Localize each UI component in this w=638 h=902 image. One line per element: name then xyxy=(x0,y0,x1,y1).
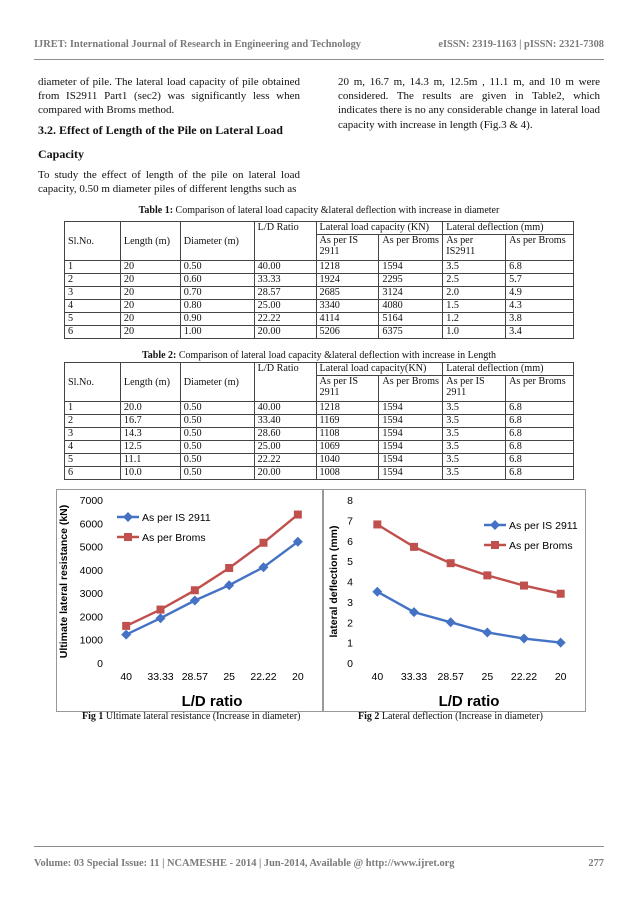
table-cell: 1169 xyxy=(316,415,379,428)
page-footer xyxy=(34,858,604,869)
table-row xyxy=(65,415,574,428)
table-cell: 40.00 xyxy=(254,261,316,274)
chart-2-lateral-deflection xyxy=(324,490,585,711)
table-cell: 2 xyxy=(65,274,121,287)
footer-rule xyxy=(34,846,604,847)
table-cell: 6.8 xyxy=(506,428,574,441)
table-cell: 40.00 xyxy=(254,402,316,415)
table-cell: 0.50 xyxy=(180,454,254,467)
x-tick-label: 25 xyxy=(223,671,236,683)
col-header-defl-broms: As per Broms xyxy=(506,235,574,261)
legend-marker xyxy=(123,512,133,522)
figure-1-caption: Fig 1 Ultimate lateral resistance (Increase in diameter) xyxy=(82,711,301,722)
data-point xyxy=(519,634,529,644)
table-cell: 1594 xyxy=(379,415,443,428)
legend-label: As per Broms xyxy=(509,540,573,552)
left-paragraph-1: diameter of pile. The lateral load capacity of pile obtained from IS2911 Part1 (sec2) was significantly less when compared with Broms method. xyxy=(38,76,300,117)
table-cell: 0.50 xyxy=(180,428,254,441)
table-row xyxy=(65,402,574,415)
table-cell: 2685 xyxy=(316,287,379,300)
table-cell: 4.3 xyxy=(506,300,574,313)
page-number: 277 xyxy=(588,858,604,869)
table-cell: 20 xyxy=(120,300,180,313)
table-cell: 3 xyxy=(65,428,121,441)
table-cell: 2.5 xyxy=(443,274,506,287)
table-cell: 6.8 xyxy=(506,261,574,274)
y-tick-label: 2000 xyxy=(79,611,103,624)
table-row xyxy=(65,326,574,339)
data-point xyxy=(520,582,528,590)
table-cell: 25.00 xyxy=(254,441,316,454)
col-header-ld: L/D Ratio xyxy=(254,222,316,261)
table-cell: 4 xyxy=(65,300,121,313)
table-row xyxy=(65,274,574,287)
journal-name: IJRET: International Journal of Research in Engineering and Technology xyxy=(34,39,361,50)
table-cell: 3.5 xyxy=(443,415,506,428)
y-tick-label: 4000 xyxy=(79,564,103,577)
data-point xyxy=(372,587,382,597)
table-cell: 4.9 xyxy=(506,287,574,300)
table-cell: 1924 xyxy=(316,274,379,287)
x-tick-label: 40 xyxy=(371,671,384,683)
right-column xyxy=(338,75,600,132)
y-tick-label: 8 xyxy=(347,495,353,507)
table-cell: 3124 xyxy=(379,287,443,300)
table-cell: 5206 xyxy=(316,326,379,339)
col-header-deflection-group: Lateral deflection (mm) xyxy=(443,363,574,376)
table-cell: 3.5 xyxy=(443,428,506,441)
y-tick-label: 7 xyxy=(347,515,353,528)
col-header-defl-is: As per IS 2911 xyxy=(443,376,506,402)
table-cell: 1.2 xyxy=(443,313,506,326)
table-cell: 2 xyxy=(65,415,121,428)
table-cell: 0.90 xyxy=(180,313,254,326)
table-cell: 10.0 xyxy=(120,467,180,480)
table-cell: 1069 xyxy=(316,441,379,454)
table-cell: 3 xyxy=(65,287,121,300)
data-point xyxy=(260,539,268,547)
table-row xyxy=(65,300,574,313)
table-cell: 0.50 xyxy=(180,415,254,428)
table-cell: 20.0 xyxy=(120,402,180,415)
table-cell: 0.50 xyxy=(180,441,254,454)
table-cell: 12.5 xyxy=(120,441,180,454)
data-point xyxy=(447,559,455,567)
data-point xyxy=(156,613,166,623)
table-cell: 1594 xyxy=(379,454,443,467)
table-cell: 6.8 xyxy=(506,454,574,467)
x-tick-label: 33.33 xyxy=(400,671,428,683)
col-header-defl-broms: As per Broms xyxy=(506,376,574,402)
table-cell: 3.5 xyxy=(443,402,506,415)
table2 xyxy=(64,362,574,480)
table-cell: 1 xyxy=(65,402,121,415)
table-cell: 6 xyxy=(65,467,121,480)
series-line-1 xyxy=(377,592,560,643)
table-cell: 4114 xyxy=(316,313,379,326)
table-cell: 11.1 xyxy=(120,454,180,467)
x-tick-label: 33.33 xyxy=(147,671,174,683)
y-axis-label: lateral deflection (mm) xyxy=(328,525,340,638)
table-cell: 3.5 xyxy=(443,454,506,467)
table-cell: 0.50 xyxy=(180,261,254,274)
table-cell: 3.5 xyxy=(443,467,506,480)
chart-2-frame xyxy=(323,489,586,712)
table-cell: 0.50 xyxy=(180,402,254,415)
x-tick-label: 22.22 xyxy=(510,671,538,683)
table-cell: 1040 xyxy=(316,454,379,467)
journal-header xyxy=(34,39,604,50)
table-cell: 20.00 xyxy=(254,467,316,480)
table-cell: 4 xyxy=(65,441,121,454)
legend-marker xyxy=(124,533,132,541)
col-header-defl-is: As per IS2911 xyxy=(443,235,506,261)
col-header-diameter: Diameter (m) xyxy=(180,363,254,402)
table-cell: 3.4 xyxy=(506,326,574,339)
x-axis-label: L/D ratio xyxy=(181,693,243,710)
table-cell: 6.8 xyxy=(506,467,574,480)
y-tick-label: 3000 xyxy=(79,588,103,601)
series-line-1 xyxy=(126,542,298,635)
data-point xyxy=(483,571,491,579)
table-cell: 1594 xyxy=(379,402,443,415)
table-cell: 33.40 xyxy=(254,415,316,428)
data-point xyxy=(121,630,131,640)
legend-label: As per IS 2911 xyxy=(509,520,578,532)
data-point xyxy=(410,543,418,551)
data-point xyxy=(373,520,381,528)
table-cell: 6.8 xyxy=(506,402,574,415)
table-cell: 0.70 xyxy=(180,287,254,300)
y-tick-label: 0 xyxy=(97,658,103,670)
legend-marker xyxy=(491,541,499,549)
data-point xyxy=(157,606,165,614)
data-point xyxy=(409,607,419,617)
data-point xyxy=(224,580,234,590)
table-cell: 28.57 xyxy=(254,287,316,300)
table1 xyxy=(64,221,574,339)
data-point xyxy=(190,595,200,605)
y-tick-label: 2 xyxy=(347,617,353,630)
table-row xyxy=(65,467,574,480)
table-cell: 20 xyxy=(120,287,180,300)
y-tick-label: 6000 xyxy=(79,518,103,531)
chart-1-ultimate-lateral-resistance xyxy=(57,490,322,711)
issn-info: eISSN: 2319-1163 | pISSN: 2321-7308 xyxy=(438,39,604,50)
table-cell: 6 xyxy=(65,326,121,339)
table-cell: 1.5 xyxy=(443,300,506,313)
table-cell: 5.7 xyxy=(506,274,574,287)
data-point xyxy=(557,590,565,598)
data-point xyxy=(446,617,456,627)
table-cell: 20 xyxy=(120,274,180,287)
y-tick-label: 0 xyxy=(347,658,353,670)
data-point xyxy=(191,586,199,594)
col-header-diameter: Diameter (m) xyxy=(180,222,254,261)
table-row xyxy=(65,261,574,274)
right-paragraph-1: 20 m, 16.7 m, 14.3 m, 12.5m , 11.1 m, and 10 m were considered. The results are given in Table2, which indicates there is no any considerable change in lateral load capacity with increase in length (Fig.3 & 4). xyxy=(338,76,600,131)
col-header-load-is: As per IS 2911 xyxy=(316,376,379,402)
data-point xyxy=(294,511,302,519)
table-cell: 16.7 xyxy=(120,415,180,428)
data-point xyxy=(482,627,492,637)
table-cell: 2295 xyxy=(379,274,443,287)
chart-1-frame xyxy=(56,489,323,712)
table-cell: 1594 xyxy=(379,467,443,480)
header-rule xyxy=(34,59,604,60)
table-cell: 5 xyxy=(65,313,121,326)
series-line-2 xyxy=(377,525,560,594)
table-cell: 1594 xyxy=(379,261,443,274)
table-cell: 20 xyxy=(120,326,180,339)
table2-caption: Table 2: Comparison of lateral load capacity &lateral deflection with increase in Length xyxy=(142,350,496,361)
figure-2-caption: Fig 2 Lateral deflection (Increase in diameter) xyxy=(358,711,543,722)
legend-label: As per Broms xyxy=(142,532,206,544)
table-cell: 1008 xyxy=(316,467,379,480)
x-tick-label: 20 xyxy=(291,671,304,683)
table1-caption: Table 1: Comparison of lateral load capacity &lateral deflection with increase in diameter xyxy=(138,205,500,216)
table-cell: 3340 xyxy=(316,300,379,313)
table-cell: 1108 xyxy=(316,428,379,441)
table-cell: 2.0 xyxy=(443,287,506,300)
y-tick-label: 5 xyxy=(347,556,353,569)
table-row xyxy=(65,441,574,454)
table-cell: 1218 xyxy=(316,402,379,415)
data-point xyxy=(556,638,566,648)
x-tick-label: 28.57 xyxy=(437,671,464,683)
section-heading: 3.2. Effect of Length of the Pile on Lateral Load Capacity xyxy=(38,122,283,161)
footer-volume-info: Volume: 03 Special Issue: 11 | NCAMESHE - 2014 | Jun-2014, Available @ http://www.ijret.org xyxy=(34,858,455,869)
y-tick-label: 7000 xyxy=(79,495,103,507)
col-header-load-broms: As per Broms xyxy=(379,376,443,402)
col-header-deflection-group: Lateral deflection (mm) xyxy=(443,222,574,235)
table-cell: 6.8 xyxy=(506,415,574,428)
table-cell: 22.22 xyxy=(254,313,316,326)
x-tick-label: 22.22 xyxy=(250,671,277,683)
data-point xyxy=(225,564,233,572)
y-tick-label: 3 xyxy=(347,596,353,609)
table-cell: 1.0 xyxy=(443,326,506,339)
x-tick-label: 25 xyxy=(481,671,494,683)
table-row xyxy=(65,454,574,467)
y-tick-label: 5000 xyxy=(79,541,103,554)
x-tick-label: 20 xyxy=(554,671,567,683)
legend-marker xyxy=(490,520,500,530)
left-paragraph-2: To study the effect of length of the pile on lateral load capacity, 0.50 m diameter piles of different lengths such as xyxy=(38,168,300,195)
table-cell: 3.5 xyxy=(443,441,506,454)
table-cell: 1.00 xyxy=(180,326,254,339)
table-cell: 1594 xyxy=(379,428,443,441)
col-header-load-broms: As per Broms xyxy=(379,235,443,261)
table-cell: 25.00 xyxy=(254,300,316,313)
table-cell: 1 xyxy=(65,261,121,274)
x-tick-label: 40 xyxy=(120,671,133,683)
table-cell: 1218 xyxy=(316,261,379,274)
table-cell: 22.22 xyxy=(254,454,316,467)
table-cell: 6375 xyxy=(379,326,443,339)
x-tick-label: 28.57 xyxy=(181,671,208,683)
table-cell: 5164 xyxy=(379,313,443,326)
table-cell: 33.33 xyxy=(254,274,316,287)
col-header-ld: L/D Ratio xyxy=(254,363,316,402)
col-header-load-group: Lateral load capacity(KN) xyxy=(316,363,443,376)
table-cell: 1594 xyxy=(379,441,443,454)
col-header-length: Length (m) xyxy=(120,363,180,402)
y-axis-label: Ultimate lateral resistance (kN) xyxy=(58,504,70,659)
col-header-slno: Sl.No. xyxy=(65,222,121,261)
x-axis-label: L/D ratio xyxy=(438,693,500,710)
col-header-slno: Sl.No. xyxy=(65,363,121,402)
table-row xyxy=(65,428,574,441)
table-cell: 4080 xyxy=(379,300,443,313)
col-header-load-is: As per IS 2911 xyxy=(316,235,379,261)
table-cell: 0.50 xyxy=(180,467,254,480)
y-tick-label: 4 xyxy=(347,576,353,589)
table-row xyxy=(65,287,574,300)
table-cell: 5 xyxy=(65,454,121,467)
table-row xyxy=(65,313,574,326)
col-header-load-group: Lateral load capacity (KN) xyxy=(316,222,443,235)
left-column xyxy=(38,75,300,196)
table-cell: 28.60 xyxy=(254,428,316,441)
table-cell: 0.80 xyxy=(180,300,254,313)
y-tick-label: 1000 xyxy=(79,634,103,647)
table-cell: 3.5 xyxy=(443,261,506,274)
y-tick-label: 1 xyxy=(347,637,353,650)
y-tick-label: 6 xyxy=(347,535,353,548)
table-cell: 14.3 xyxy=(120,428,180,441)
table-cell: 20 xyxy=(120,313,180,326)
table-cell: 20.00 xyxy=(254,326,316,339)
table-cell: 3.8 xyxy=(506,313,574,326)
table-cell: 0.60 xyxy=(180,274,254,287)
table-cell: 6.8 xyxy=(506,441,574,454)
col-header-length: Length (m) xyxy=(120,222,180,261)
legend-label: As per IS 2911 xyxy=(142,512,211,524)
table-cell: 20 xyxy=(120,261,180,274)
data-point xyxy=(122,622,130,630)
